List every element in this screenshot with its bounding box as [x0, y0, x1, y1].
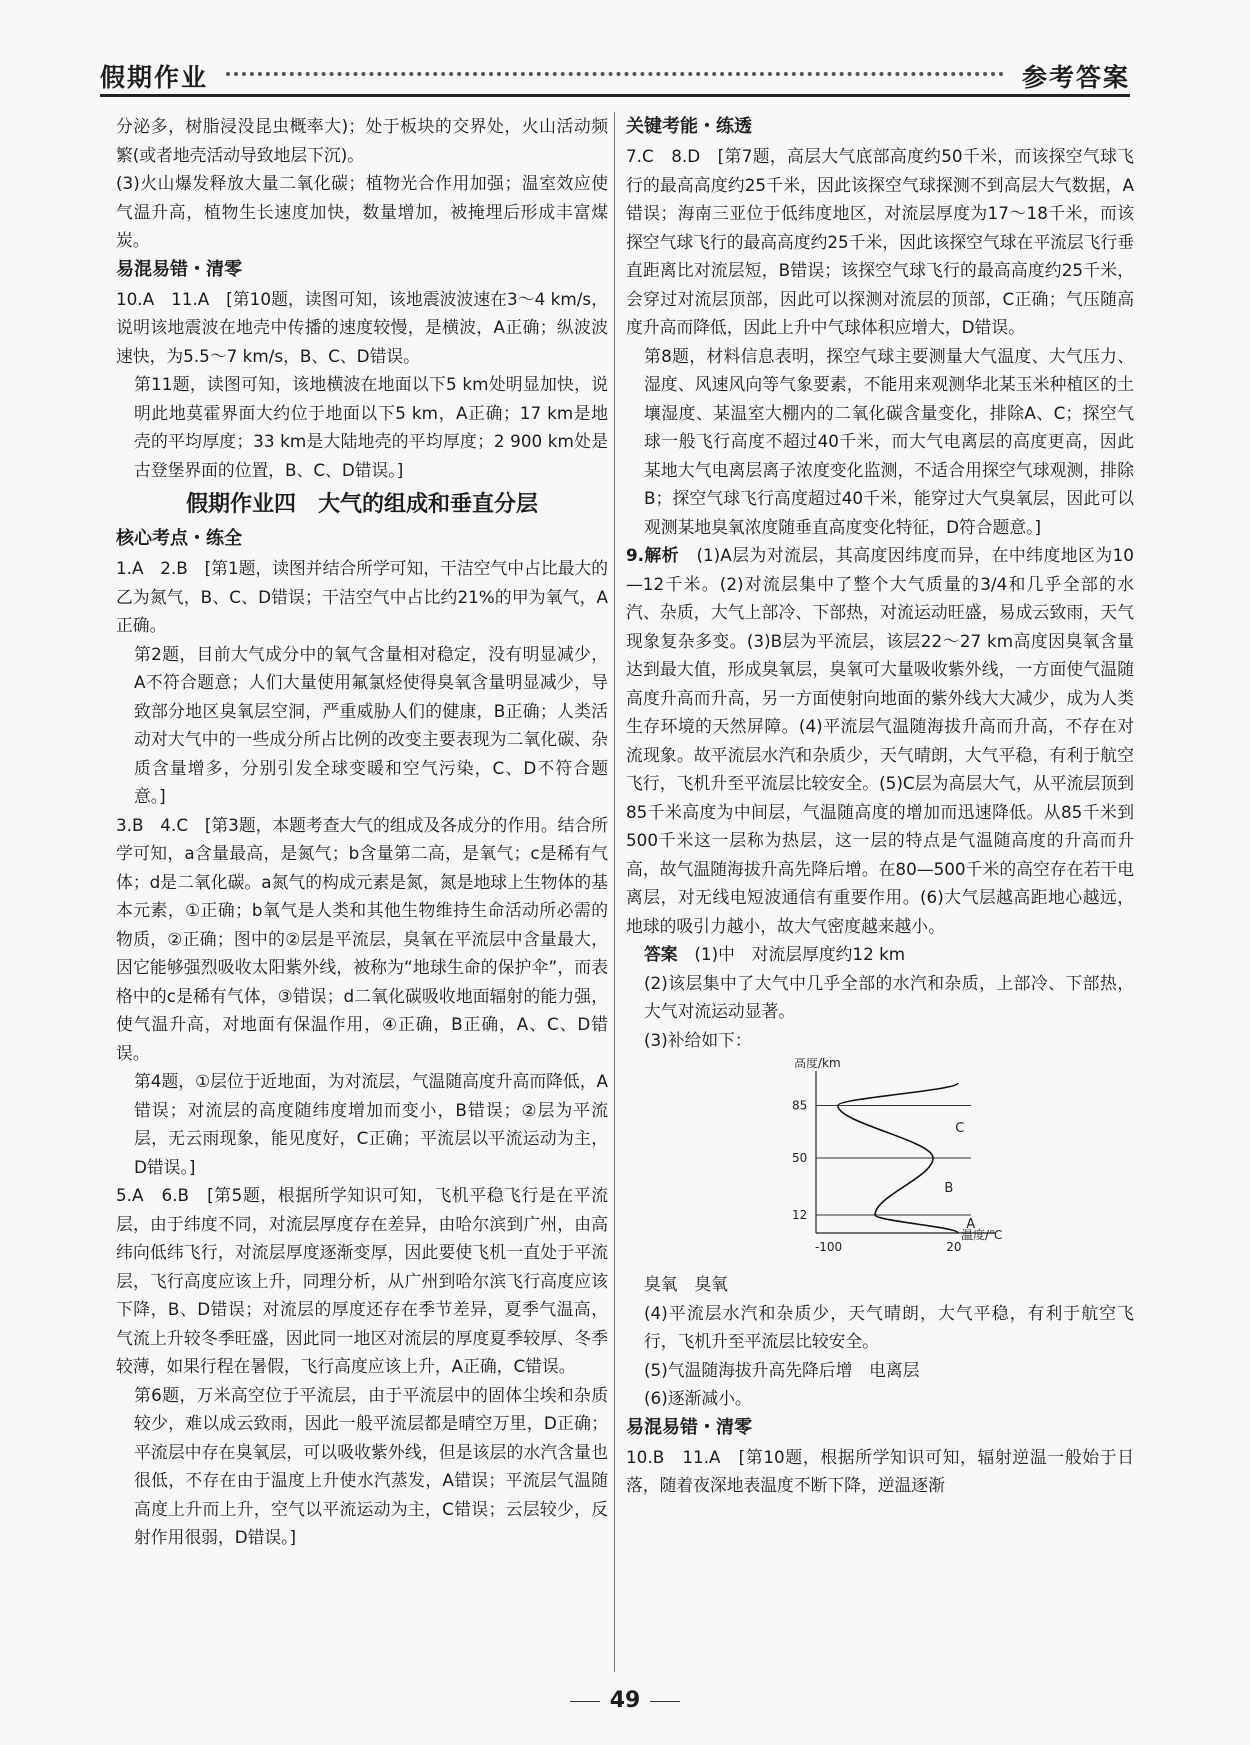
- paragraph: 第6题，万米高空位于平流层，由于平流层中的固体尘埃和杂质较少，难以成云致雨，因此一般平流层都是晴空万里，D正确；平流层中存在臭氧层，可以吸收紫外线，但是该层的水汽含量也很低，不存在由于温度上升使水汽蒸发，A错误；平流层气温随高度上升而上升，空气以平流运动为主，C错误；云层较少，反射作用很弱，D错误。]: [134, 1384, 608, 1547]
- atmosphere-chart-svg: [766, 1058, 1006, 1268]
- layer-label: B: [944, 1181, 954, 1196]
- page-header: [100, 52, 1130, 96]
- paragraph: 10.B 11.A [第10题，根据所学知识可知，辐射逆温一般始于日落，随着夜深地表温度不断下降，逆温逐渐: [626, 1446, 1134, 1495]
- footer-dash: [650, 1701, 680, 1702]
- answer-text: (1)中 对流层厚度约12 km: [694, 944, 906, 964]
- section-heading: 关键考能・练透: [626, 116, 752, 137]
- section-heading: 易混易错・清零: [626, 1416, 752, 1438]
- paragraph: (3)火山爆发释放大量二氧化碳；植物光合作用加强；温室效应使气温升高，植物生长速度加快，数量增加，被掩埋后形成丰富煤炭。: [116, 173, 608, 250]
- paragraph: 10.A 11.A [第10题，读图可知，该地震波波速在3～4 km/s，说明该地震波在地壳中传播的速度较慢，是横波，A正确；纵波波速快，为5.5～7 km/s，B、C、D错误。: [116, 288, 608, 366]
- header-right-title: 参考答案: [1021, 63, 1130, 92]
- answer-text: (4)平流层水汽和杂质少，天气晴朗，大气平稳，有利于航空飞行，飞机升至平流层比较安全。: [644, 1302, 1134, 1351]
- left-column: [116, 112, 608, 1552]
- y-tick-label: 50: [792, 1151, 808, 1165]
- analysis-label: 9.解析: [626, 545, 680, 565]
- y-tick-label: 12: [792, 1208, 808, 1222]
- x-tick-label: -100: [814, 1240, 843, 1254]
- paragraph: 7.C 8.D [第7题，高层大气底部高度约50千米，而该探空气球飞行的最高高度约25千米，因此该探空气球探测不到高层大气数据，A错误；海南三亚位于低纬度地区，对流层厚度为17～18千米，而该探空气球飞行的最高高度约25千米，因此该探空气球在平流层飞行垂直距离比对流层短，B错误；该探空气球飞行的最高高度约25千米，会穿过对流层顶部，因此可以探测对流层的顶部，C正确；气压随高度升高而降低，因此上升中气球体积应增大，D错误。: [626, 146, 1135, 337]
- homework-title: 假期作业四 大气的组成和垂直分层: [185, 492, 538, 517]
- page-footer: [540, 1688, 710, 1713]
- header-left-title: 假期作业: [100, 63, 209, 92]
- right-column: [626, 112, 1134, 1500]
- answer-text: (6)逐渐减小。: [644, 1388, 752, 1408]
- y-tick-label: 85: [792, 1098, 808, 1113]
- paragraph: 第11题，读图可知，该地横波在地面以下5 km处明显加快，说明此地莫霍界面大约位于地面以下5 km，A正确；17 km是地壳的平均厚度；33 km是大陆地壳的平均厚度；2 900 km处是古登堡界面的位置，B、C、D错误。]: [134, 374, 608, 480]
- atmosphere-chart: [766, 1058, 1006, 1268]
- page-number: 49: [609, 1688, 641, 1713]
- answer-text: (2)该层集中了大气中几乎全部的水汽和杂质，上部冷、下部热，大气对流运动显著。: [644, 972, 1134, 1021]
- paragraph: 3.B 4.C [第3题，本题考查大气的组成及各成分的作用。结合所学可知，a含量最高，是氮气；b含量第二高，是氧气；c是稀有气体；d是二氧化碳。a氮气的构成元素是氮，氮是地球上生物体的基本元素，①正确；b氧气是人类和其他生物维持生命活动所必需的物质，②正确；图中的②层是平流层，臭氧在平流层中含量最大，因它能够强烈吸收太阳紫外线，被称为“地球生命的保护伞”，而表格中的c是稀有气体，③错误；d二氧化碳吸收地面辐射的能力强，使气温升高，对地面有保温作用，④正确，B正确，A、C、D错误。: [116, 814, 609, 1063]
- column-divider: [614, 112, 615, 1672]
- section-heading: 易混易错・清零: [116, 258, 242, 280]
- answer-text: 臭氧 臭氧: [644, 1274, 728, 1294]
- footer-dash: [570, 1701, 600, 1702]
- paragraph: 第8题，材料信息表明，探空气球主要测量大气温度、大气压力、湿度、风速风向等气象要素，不能用来观测华北某玉米种植区的土壤湿度、某温室大棚内的二氧化碳含量变化，排除A、C；探空气球一般飞行高度不超过40千米，而大气电离层的高度更高，因此某地大气电离层离子浓度变化监测，不适合用探空气球观测，排除B；探空气球飞行高度超过40千米，能穿过大气臭氧层，因此可以观测某地臭氧浓度随垂直高度变化特征，D符合题意。]: [644, 345, 1134, 537]
- x-tick-label: 20: [946, 1240, 962, 1254]
- section-heading: 核心考点・练全: [116, 528, 242, 549]
- analysis-text: (1)A层为对流层，其高度因纬度而异，在中纬度地区为10—12千米。(2)对流层集中了整个大气质量的3/4和几乎全部的水汽、杂质，大气上部冷、下部热，对流运动旺盛，易成云致雨，天气现象复杂多变。(3)B层为平流层，该层22～27 km高度因臭氧含量达到最大值，形成臭氧层，臭氧可大量吸收紫外线，一方面使气温随高度升高而升高，另一方面使射向地面的紫外线大大减少，成为人类生存环境的天然屏障。(4)平流层气温随海拔升高而升高，不存在对流现象。故平流层水汽和杂质少，天气晴朗，大气平稳，有利于航空飞行，飞机升至平流层比较安全。(5)C层为高层大气，从平流层顶到85千米高度为中间层，气温随高度的增加而迅速降低。从85千米到500千米这一层称为热层，这一层的特点是气温随高度的升高而升高，故气温随海拔升高先降后增。在80—500千米的高空存在若干电离层，对无线电短波通信有重要作用。(6)大气层越高距地心越远，地球的吸引力越小，故大气密度越来越小。: [626, 545, 1134, 936]
- paragraph: 分泌多，树脂浸没昆虫概率大)；处于板块的交界处，火山活动频繁(或者地壳活动导致地层下沉)。: [116, 116, 608, 165]
- layer-label: C: [955, 1121, 965, 1136]
- y-axis-label: 高度/km: [794, 1058, 841, 1070]
- header-rule: [100, 94, 1130, 97]
- answer-label: 答案: [644, 944, 678, 964]
- paragraph: 1.A 2.B [第1题，读图并结合所学可知，干洁空气中占比最大的乙为氮气，B、C、D错误；干洁空气中占比约21%的甲为氧气，A正确。: [116, 558, 608, 635]
- x-axis-label: 温度/℃: [961, 1228, 1003, 1242]
- answer-text: (3)补给如下：: [644, 1029, 752, 1050]
- paragraph: 5.A 6.B [第5题，根据所学知识可知，飞机平稳飞行是在平流层，由于纬度不同，对流层厚度存在差异，由哈尔滨到广州，由高纬向低纬飞行，对流层厚度逐渐变厚，因此要使飞机一直处于平流层，飞行高度应该上升，同理分析，从广州到哈尔滨飞行高度应该下降，B、D错误；对流层的厚度还存在季节差异，夏季气温高，气流上升较冬季旺盛，因此同一地区对流层的厚度夏季较厚、冬季较薄，如果行程在暑假，飞行高度应该上升，A正确，C错误。: [116, 1185, 608, 1376]
- answer-text: (5)气温随海拔升高先降后增 电离层: [644, 1359, 920, 1380]
- header-dotted-line: [226, 72, 1004, 76]
- paragraph: 第2题，目前大气成分中的氧气含量相对稳定，没有明显减少，A不符合题意；人们大量使用氟氯烃使得臭氧含量明显减少，导致部分地区臭氧层空洞，严重威胁人们的健康，B正确；人类活动对大气中的一些成分所占比例的改变主要表现为二氧化碳、杂质含量增多，分别引发全球变暖和空气污染，C、D不符合题意。]: [134, 643, 608, 806]
- layer-label: A: [966, 1217, 976, 1232]
- paragraph: 第4题，①层位于近地面，为对流层，气温随高度升高而降低，A错误；对流层的高度随纬度增加而变小，B错误；②层为平流层，无云雨现象，能见度好，C正确；平流层以平流运动为主，D错误。]: [134, 1071, 608, 1177]
